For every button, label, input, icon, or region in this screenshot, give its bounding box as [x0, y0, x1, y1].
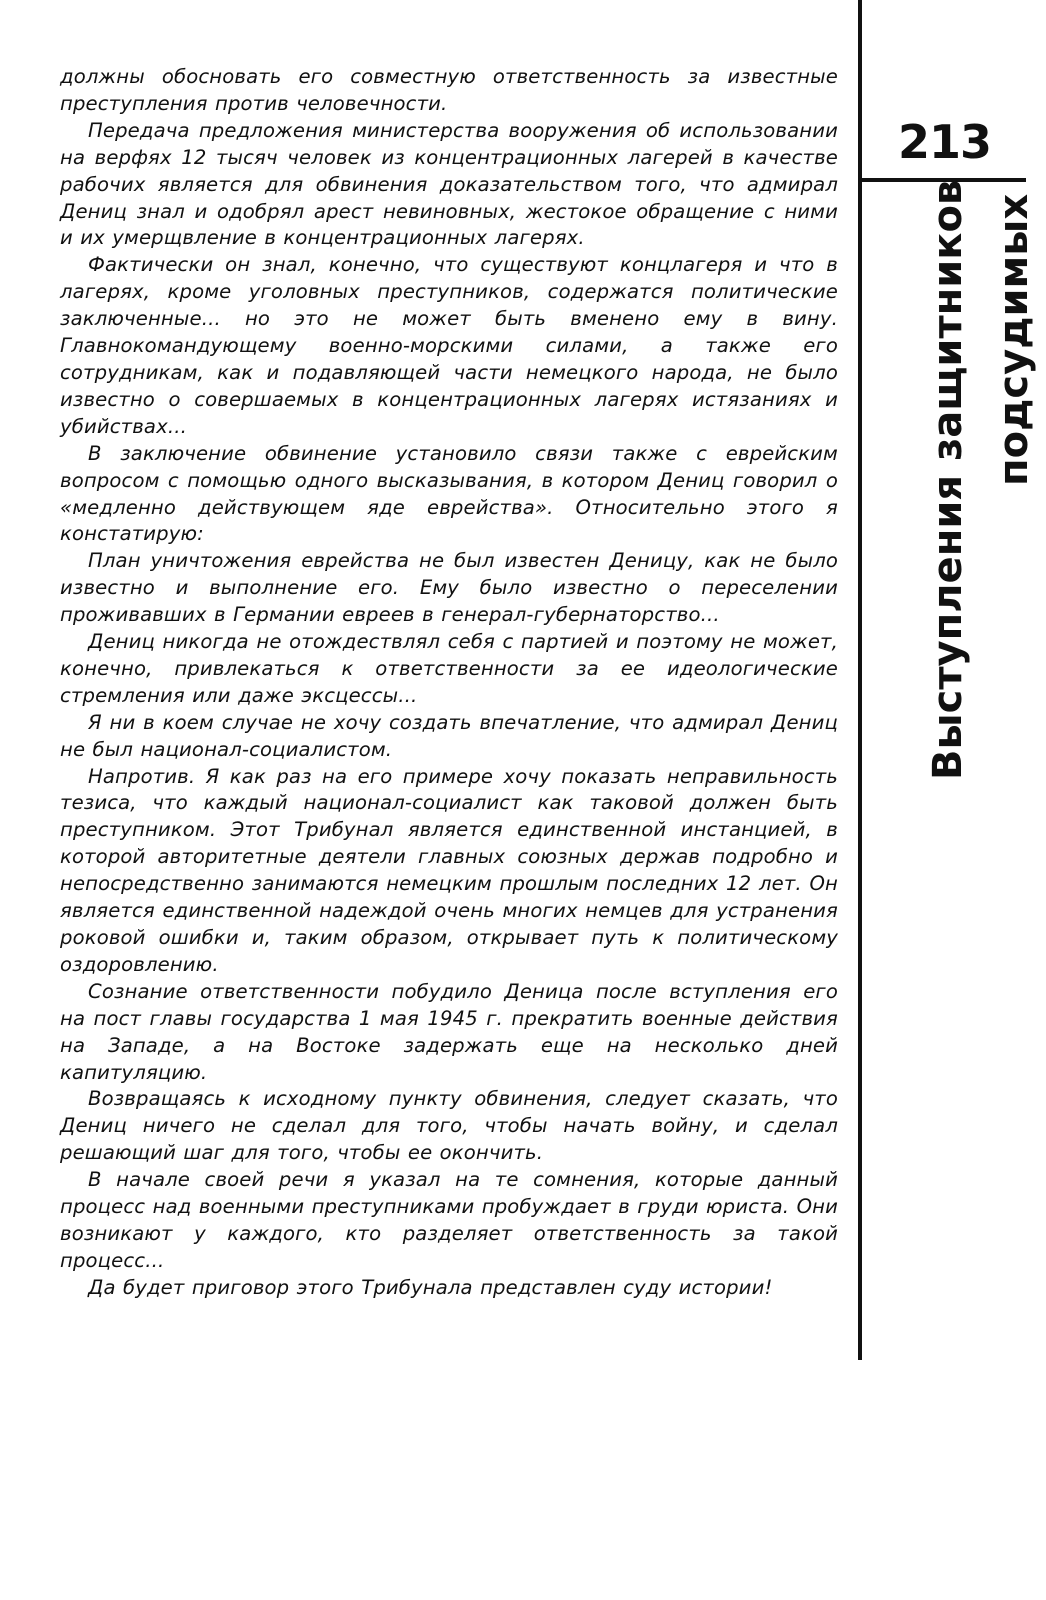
- paragraph-12: Да будет приговор этого Трибунала представлен суду истории!: [88, 1275, 773, 1299]
- paragraph-6: Дениц никогда не отождествлял себя с партией и поэтому не может, конечно, привлекаться к ответственности за ее идеологические стремления или даже эксцессы...: [60, 630, 838, 707]
- paragraph-8: Напротив. Я как раз на его примере хочу показать неправильность тезиса, что каждый национал-социалист как таковой должен быть преступником. Этот Трибунал является единственной инстанцией, в которой авторитетные деятели главных союзных держав подробно и непосредственно занимаются немецким прошлым последних 12 лет. Он является единственной надеждой очень многих немцев для устранения роковой ошибки и, таким образом, открывает путь к политическому оздоровлению.: [60, 764, 838, 976]
- paragraph-4: В заключение обвинение установило связи также с еврейским вопросом с помощью одного высказывания, в котором Дениц говорил о «медленно действующем яде еврейства». Относительно этого я констатирую:: [60, 441, 838, 546]
- paragraph-9: Сознание ответственности побудило Деница после вступления его на пост главы государства 1 мая 1945 г. прекратить военные действия на Западе, а на Востоке задержать еще на несколько дней капитуляцию.: [60, 979, 838, 1084]
- page-number: 213: [898, 115, 992, 169]
- paragraph-10: Возвращаясь к исходному пункту обвинения, следует сказать, что Дениц ничего не сделал для того, чтобы начать войну, и сделал решающий шаг для того, чтобы ее окончить.: [60, 1087, 838, 1165]
- running-title-line-2: подсудимых: [991, 193, 1037, 486]
- body-text: [60, 64, 838, 1302]
- running-title-line-1: Выступления защитников: [925, 179, 971, 780]
- paragraph-3: Фактически он знал, конечно, что существуют концлагеря и что в лагерях, кроме уголовных преступников, содержатся политические заключенные... но это не может быть вменено ему в вину. Главнокомандующему военно-морскими силами, а также его сотрудникам, как и подавляющей части немецкого народа, не было известно о совершаемых в концентрационных лагерях истязаниях и убийствах...: [60, 253, 838, 438]
- paragraph-11: В начале своей речи я указал на те сомнения, которые данный процесс над военными преступниками пробуждает в груди юриста. Они возникают у каждого, кто разделяет ответственность за такой процесс...: [60, 1168, 838, 1272]
- paragraph-1: должны обосновать его совместную ответственность за известные преступления против человечности.: [60, 65, 838, 115]
- margin-rule-vertical: [858, 0, 862, 1360]
- paragraph-2: Передача предложения министерства вооружения об использовании на верфях 12 тысяч человек из концентрационных лагерей в качестве рабочих является для обвинения доказательством того, что адмирал Дениц знал и одобрял арест невиновных, жестокое обращение с ними и их умерщвление в концентрационных лагерях.: [60, 118, 838, 250]
- paragraph-7: Я ни в коем случае не хочу создать впечатление, что адмирал Дениц не был национал-социалистом.: [60, 710, 838, 761]
- paragraph-5: План уничтожения еврейства не был известен Деницу, как не было известно и выполнение его. Ему было известно о переселении проживавших в Германии евреев в генерал-губернаторство...: [60, 549, 838, 627]
